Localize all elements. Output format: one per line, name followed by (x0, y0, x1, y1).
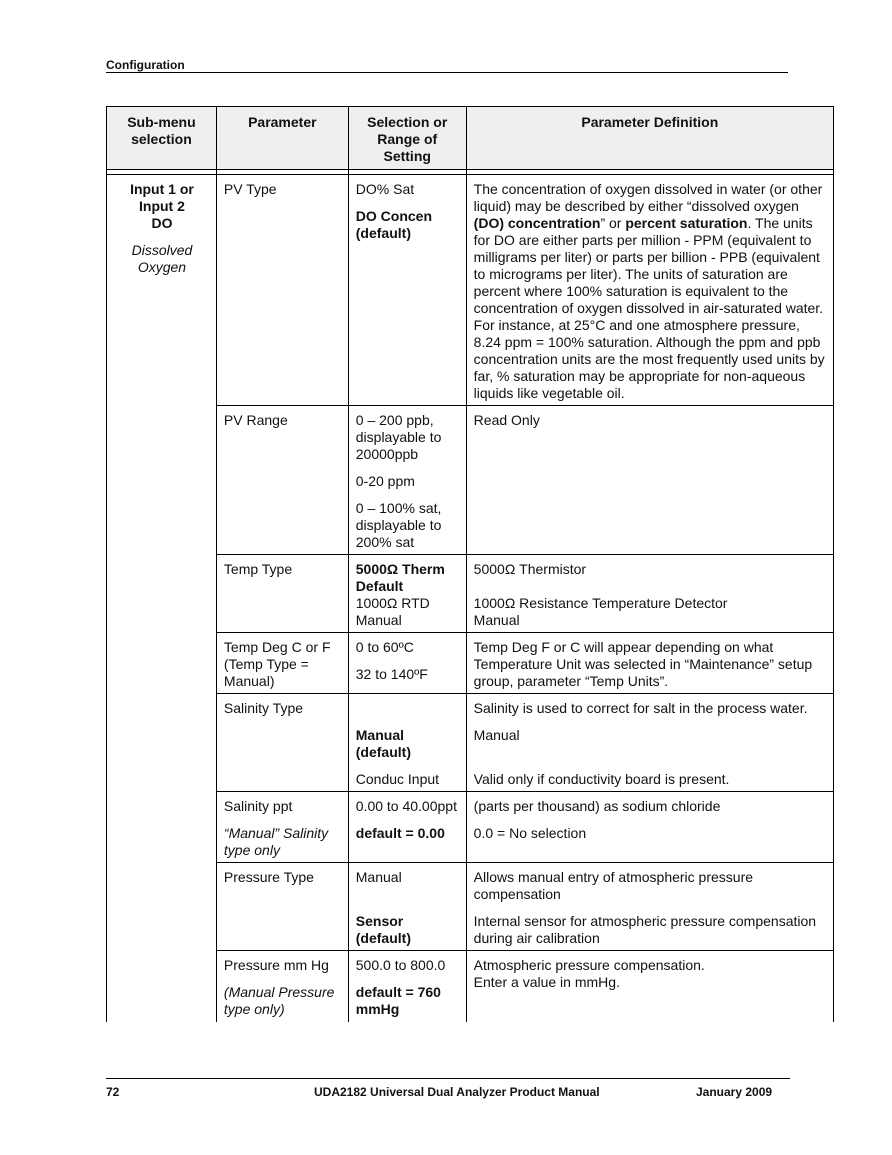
definition-text: Temp Deg F or C will appear depending on what Temperature Unit was selected in “Maintenance” setup group, parameter “Temp Units”. (473, 639, 813, 689)
selection-cell (348, 863, 466, 951)
selection-option: 1000Ω RTD (355, 595, 430, 611)
selection-default-note: (default) (355, 930, 411, 946)
param-name: Salinity ppt (223, 798, 293, 814)
submenu-line: DO (151, 215, 173, 231)
submenu-line: Input 2 (139, 198, 185, 214)
selection-default: Default (355, 578, 404, 594)
selection-option: 32 to 140ºF (355, 666, 428, 682)
table-row (107, 555, 834, 633)
selection-default: default = 760 mmHg (355, 984, 441, 1017)
table-row (107, 863, 834, 951)
param-cell (216, 406, 348, 555)
page-footer (106, 1078, 790, 1099)
selection-cell (348, 792, 466, 863)
table-row (107, 951, 834, 1023)
section-header (106, 58, 788, 73)
definition-cell (466, 555, 833, 633)
selection-cell (348, 555, 466, 633)
definition-text: Valid only if conductivity board is present. (473, 771, 730, 787)
param-name: Salinity Type (223, 700, 304, 716)
selection-option: 5000Ω Therm (355, 561, 445, 577)
definition-text: . The units for DO are either parts per million - PPM (equivalent to milligrams per liter) or parts per billion - PPB (equivalent to micrograms per liter). The units of saturation are percent where 100% saturation is equivalent to the concentration of oxygen dissolved in air-saturated water. For instance, at 25°C and one atmosphere pressure, 8.24 ppm = 100% saturation. Although the ppm and ppb concentration units are the most frequently used units by far, % saturation may be appropriate for non-aqueous liquids like vegetable oil. (473, 215, 825, 401)
selection-cell (348, 406, 466, 555)
submenu-line: Input 1 or (130, 181, 194, 197)
selection-cell (348, 694, 466, 792)
definition-cell (466, 633, 833, 694)
param-name: Temp Deg C or F (Temp Type = Manual) (223, 639, 331, 689)
header-parameter: Parameter (216, 107, 348, 170)
parameter-table (106, 106, 834, 1022)
param-note: “Manual” Salinity type only (223, 825, 329, 858)
param-cell (216, 951, 348, 1023)
table-header-row (107, 107, 834, 170)
selection-cell (348, 633, 466, 694)
selection-default-note: (default) (355, 225, 411, 241)
param-cell (216, 633, 348, 694)
selection-option: DO% Sat (355, 181, 415, 197)
param-name: PV Type (223, 181, 277, 197)
table-row (107, 694, 834, 792)
selection-option: 0 – 100% sat, displayable to 200% sat (355, 500, 442, 550)
selection-default: default = 0.00 (355, 825, 445, 841)
param-name: Temp Type (223, 561, 293, 577)
page-number: 72 (106, 1085, 120, 1099)
definition-text: 1000Ω Resistance Temperature Detector (473, 595, 728, 611)
param-name: Pressure mm Hg (223, 957, 329, 973)
definition-text: ” or (600, 215, 626, 231)
section-title: Configuration (106, 58, 185, 72)
header-definition: Parameter Definition (466, 107, 833, 170)
selection-option: 0 to 60ºC (355, 639, 414, 655)
definition-text: (parts per thousand) as sodium chloride (473, 798, 721, 814)
param-cell (216, 792, 348, 863)
selection-cell (348, 951, 466, 1023)
definition-bold: (DO) concentration (473, 215, 601, 231)
selection-default: Sensor (355, 913, 404, 929)
table-row (107, 792, 834, 863)
manual-title: UDA2182 Universal Dual Analyzer Product Manual (314, 1085, 600, 1099)
definition-cell (466, 863, 833, 951)
param-cell (216, 863, 348, 951)
definition-text: 5000Ω Thermistor (473, 561, 587, 577)
definition-text: Allows manual entry of atmospheric pressure compensation (473, 869, 754, 902)
submenu-cell (107, 175, 217, 1023)
table-row (107, 175, 834, 406)
header-submenu: Sub-menu selection (107, 107, 217, 170)
definition-text: Manual (473, 612, 520, 628)
definition-text: Internal sensor for atmospheric pressure compensation during air calibration (473, 913, 817, 946)
definition-text: Salinity is used to correct for salt in the process water. (473, 700, 808, 716)
header-selection: Selection or Range of Setting (348, 107, 466, 170)
selection-option: Manual (355, 612, 402, 628)
submenu-italic: Dissolved (131, 242, 193, 258)
table-row (107, 406, 834, 555)
selection-option: 0.00 to 40.00ppt (355, 798, 457, 814)
definition-text: Enter a value in mmHg. (473, 974, 620, 990)
param-name: Pressure Type (223, 869, 314, 885)
definition-bold: percent saturation (625, 215, 748, 231)
param-name: PV Range (223, 412, 288, 428)
definition-cell (466, 175, 833, 406)
selection-option: 0-20 ppm (355, 473, 415, 489)
selection-default-note: (default) (355, 744, 411, 760)
definition-text: Read Only (473, 412, 540, 428)
selection-cell (348, 175, 466, 406)
definition-cell (466, 406, 833, 555)
submenu-italic: Oxygen (137, 259, 187, 275)
definition-text: 0.0 = No selection (473, 825, 587, 841)
param-cell (216, 694, 348, 792)
definition-text: Atmospheric pressure compensation. (473, 957, 705, 973)
table-row (107, 633, 834, 694)
param-cell (216, 555, 348, 633)
definition-text: The concentration of oxygen dissolved in water (or other liquid) may be described by either “dissolved oxygen (473, 181, 823, 214)
selection-option: 0 – 200 ppb, displayable to 20000ppb (355, 412, 442, 462)
publication-date: January 2009 (696, 1085, 773, 1099)
definition-text: Manual (473, 727, 520, 743)
param-cell (216, 175, 348, 406)
selection-option: 500.0 to 800.0 (355, 957, 446, 973)
param-note: (Manual Pressure type only) (223, 984, 335, 1017)
selection-option: Conduc Input (355, 771, 440, 787)
selection-default: Manual (355, 727, 404, 743)
selection-option: Manual (355, 869, 402, 885)
definition-cell (466, 951, 833, 1023)
definition-cell (466, 694, 833, 792)
selection-default: DO Concen (355, 208, 432, 224)
definition-cell (466, 792, 833, 863)
